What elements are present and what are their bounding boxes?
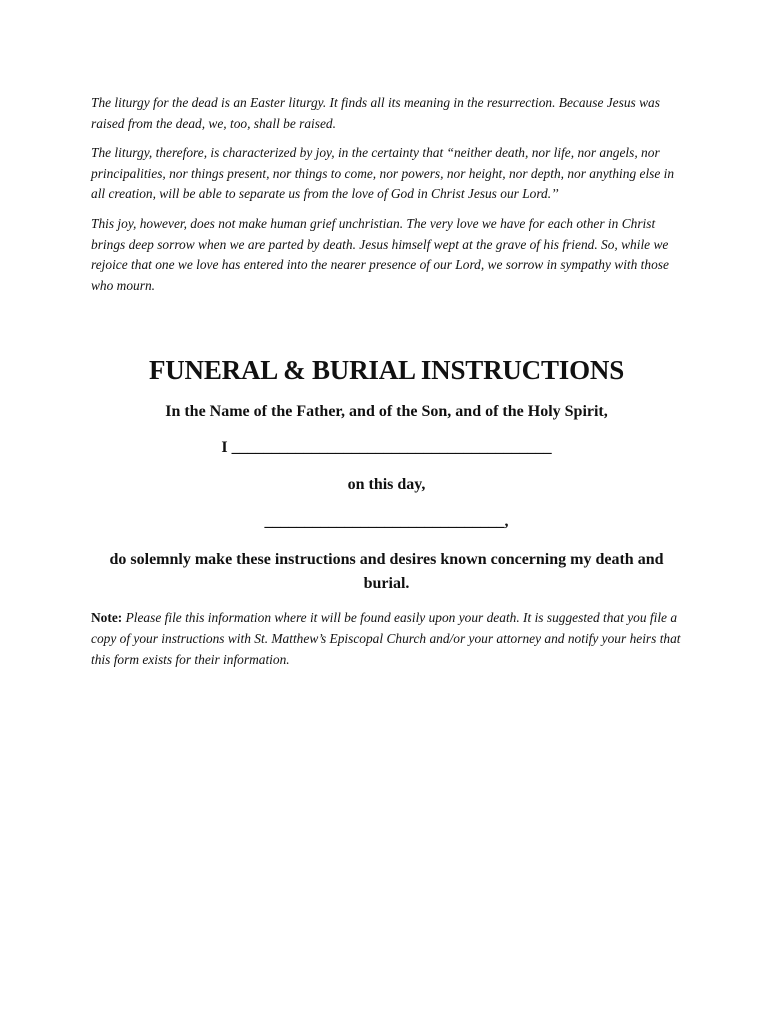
- intro-section: [91, 93, 682, 296]
- intro-paragraph-2: The liturgy, therefore, is characterized by joy, in the certainty that “neither death, nor life, nor angels, nor principalities, nor things present, nor things to come, nor powers, nor height, nor depth, nor anything else in all creation, will be able to separate us from the love of God in Christ Jesus our Lord.’’: [91, 145, 675, 202]
- name-blank-line: I ________________________________________: [221, 439, 552, 457]
- invocation-line: In the Name of the Father, and of the Son, and of the Holy Spirit,: [165, 403, 608, 421]
- note-label: Note:: [91, 610, 123, 626]
- day-label: on this day,: [347, 476, 426, 494]
- document-title: FUNERAL & BURIAL INSTRUCTIONS: [148, 355, 625, 386]
- note-paragraph: [91, 608, 686, 670]
- date-blank-line: ______________________________,: [264, 513, 509, 531]
- note-text: Please file this information where it will be found easily upon your death. It is suggested that you file a copy of your instructions with St. Matthew’s Episcopal Church and/or your attorney and notify your heirs that this form exists for their information.: [91, 610, 681, 667]
- intro-paragraph-1: The liturgy for the dead is an Easter liturgy. It finds all its meaning in the resurrection. Because Jesus was raised from the dead, we, too, shall be raised.: [91, 95, 660, 131]
- declaration-text: do solemnly make these instructions and desires known concerning my death and burial.: [109, 551, 664, 593]
- intro-paragraph-3: This joy, however, does not make human grief unchristian. The very love we have for each other in Christ brings deep sorrow when we are parted by death. Jesus himself wept at the grave of his friend. So, while we rejoice that one we love has entered into the nearer presence of our Lord, we sorrow in sympathy with those who mourn.: [91, 215, 669, 293]
